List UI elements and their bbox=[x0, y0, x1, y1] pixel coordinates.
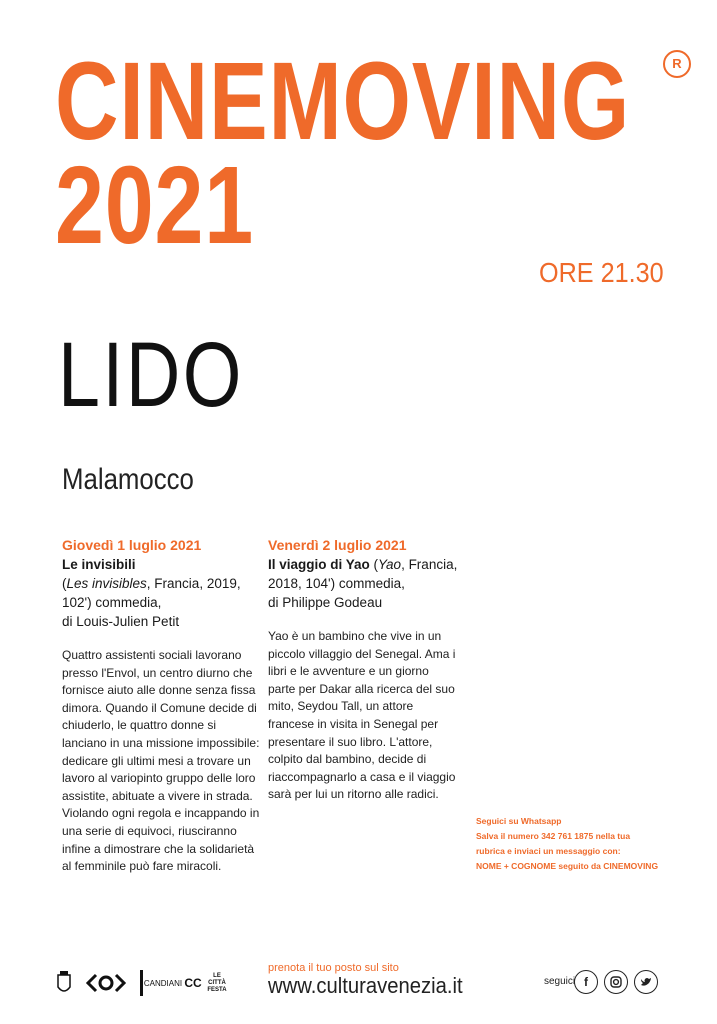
film-title: Il viaggio di Yao bbox=[268, 557, 370, 572]
film-title: Le invisibili bbox=[62, 557, 136, 572]
film-details-rest: , Francia, 2018, 104') commedia, bbox=[268, 557, 458, 591]
citta-in-festa-logo: LE CITTÀ FESTA bbox=[207, 972, 227, 993]
film-director: di Philippe Godeau bbox=[268, 595, 383, 610]
show-time: ORE 21.30 bbox=[539, 257, 664, 288]
event-date: Giovedì 1 luglio 2021 bbox=[62, 537, 202, 553]
whatsapp-line-3: rubrica e inviaci un messaggio con: bbox=[476, 846, 621, 856]
whatsapp-suffix: nella tua bbox=[593, 831, 631, 841]
event-date: Venerdì 2 luglio 2021 bbox=[268, 537, 407, 553]
website-link[interactable]: www.culturavenezia.it bbox=[268, 973, 463, 998]
candiani-logo bbox=[140, 970, 183, 996]
whatsapp-line-2 bbox=[476, 829, 658, 844]
cultura-venezia-logo bbox=[76, 970, 136, 996]
film-description: Yao è un bambino che vive in un piccolo villaggio del Senegal. Ama i libri e le avventure e un giorno parte per Dakar alla ricerca del suo mito, Seydou Tall, un attore francese in visita in Senegal per presentare il suo libro. L'attore, colpito dal bambino, decide di riaccompagnarlo a casa e il viaggio sarà per lui un ritorno alle radici. bbox=[268, 629, 456, 802]
film-details-rest: , Francia, 2019, 102') commedia, bbox=[62, 576, 241, 610]
registered-mark: R bbox=[663, 50, 691, 78]
title-line-1: CINEMOVING bbox=[55, 40, 631, 163]
whatsapp-info bbox=[476, 814, 658, 874]
title-line-2: 2021 bbox=[55, 144, 254, 267]
instagram-icon[interactable] bbox=[604, 970, 628, 994]
location-subtitle: Malamocco bbox=[62, 463, 194, 496]
circuito-cinema-logo: CC bbox=[184, 976, 202, 990]
facebook-icon[interactable]: f bbox=[574, 970, 598, 994]
event-title bbox=[55, 40, 631, 267]
whatsapp-prefix: Salva il numero bbox=[476, 831, 542, 841]
film-description: Quattro assistenti sociali lavorano presso l'Envol, un centro diurno che fornisce aiuto alle donne senza fissa dimora. Quando il Comune decide di chiuderlo, le quattro donne si lanciano in una missione impossibile: dedicare gli ultimi mesi a trovare un lavoro al variopinto gruppo delle loro assistite, abituate a vivere in strada. Violando ogni regola e incappando in una serie di equivoci, riusciranno infine a dimostrare che la solidarietà al femminile può fare miracoli. bbox=[62, 648, 260, 874]
location-title: LIDO bbox=[58, 324, 244, 426]
film-director: di Louis-Julien Petit bbox=[62, 614, 180, 629]
candiani-logo-text: CANDIANI bbox=[143, 978, 183, 988]
event-column-1 bbox=[62, 536, 262, 876]
city-crest-logo bbox=[56, 970, 72, 996]
whatsapp-number[interactable]: 342 761 1875 bbox=[541, 831, 594, 841]
follow-label: seguici bbox=[544, 976, 576, 987]
film-details: Il viaggio di Yao (Yao, Francia, 2018, 104') commedia, bbox=[268, 557, 458, 591]
whatsapp-line-4: NOME + COGNOME seguito da CINEMOVING bbox=[476, 861, 659, 871]
booking-label: prenota il tuo posto sul sito bbox=[268, 962, 399, 974]
film-original-title: Les invisibles bbox=[66, 576, 147, 591]
film-details: (Les invisibles, Francia, 2019, 102') commedia, bbox=[62, 576, 241, 610]
event-column-2 bbox=[268, 536, 458, 804]
whatsapp-line-1: Seguici su Whatsapp bbox=[476, 816, 562, 826]
film-original-title: Yao bbox=[378, 557, 402, 572]
twitter-icon[interactable] bbox=[634, 970, 658, 994]
